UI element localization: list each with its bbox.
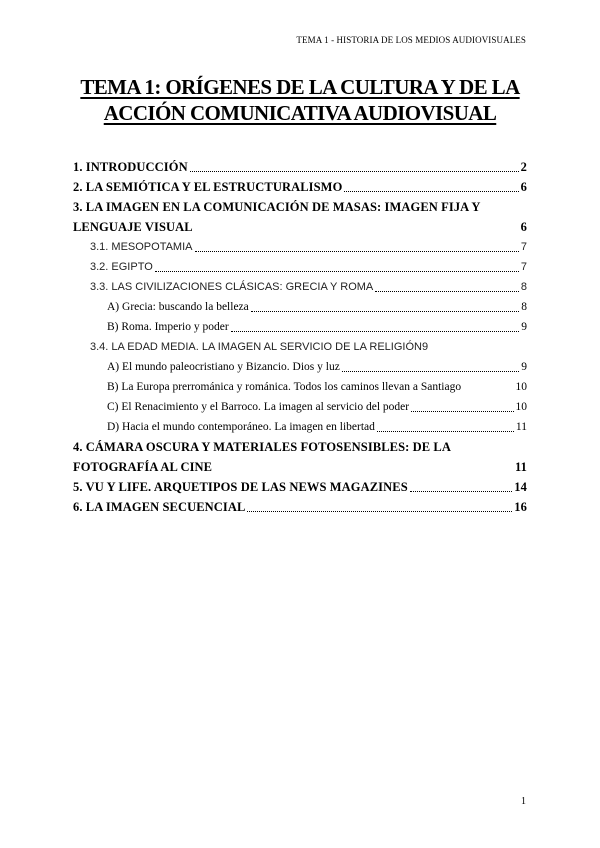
toc-page-number: 2 [520, 160, 527, 174]
toc-page-number: 7 [520, 261, 527, 273]
toc-entry-prerromanica[interactable]: B) La Europa prerrománica y románica. Todos los caminos llevan a Santiago 10 [73, 377, 527, 397]
toc-page-number: 11 [515, 421, 527, 433]
toc-page-number: 8 [521, 301, 527, 313]
toc-page-number: 8 [520, 281, 527, 293]
dot-leader [410, 491, 513, 492]
toc-entry-semiotica[interactable]: 2. LA SEMIÓTICA Y EL ESTRUCTURALISMO 6 [73, 177, 527, 197]
dot-leader [377, 431, 514, 432]
toc-page-number: 9 [421, 341, 429, 353]
dot-leader [251, 311, 519, 312]
toc-page-number: 7 [520, 241, 527, 253]
toc-entry-contemporaneo[interactable]: D) Hacia el mundo contemporáneo. La imagen en libertad 11 [73, 417, 527, 437]
dot-leader [190, 171, 519, 172]
dot-leader [375, 291, 519, 292]
toc-entry-roma[interactable]: B) Roma. Imperio y poder 9 [73, 317, 527, 337]
dot-leader [411, 411, 513, 412]
page-number: 1 [521, 796, 526, 807]
title-line-2: ACCIÓN COMUNICATIVA AUDIOVISUAL [103, 101, 497, 125]
toc-entry-grecia[interactable]: A) Grecia: buscando la belleza 8 [73, 297, 527, 317]
toc-entry-camara-oscura[interactable]: 4. CÁMARA OSCURA Y MATERIALES FOTOSENSIBLES: DE LA FOTOGRAFÍA AL CINE 11 [73, 437, 527, 477]
toc-entry-renacimiento[interactable]: C) El Renacimiento y el Barroco. La imagen al servicio del poder 10 [73, 397, 527, 417]
toc-page-number: 16 [514, 500, 527, 514]
toc-entry-mesopotamia[interactable]: 3.1. MESOPOTAMIA 7 [73, 237, 527, 257]
toc-page-number: 10 [515, 401, 527, 413]
toc-page-number: 9 [521, 361, 527, 373]
dot-leader [247, 511, 512, 512]
toc-entry-vu-y-life[interactable]: 5. VU Y LIFE. ARQUETIPOS DE LAS NEWS MAGAZINES 14 [73, 477, 527, 497]
toc-entry-egipto[interactable]: 3.2. EGIPTO 7 [73, 257, 527, 277]
toc-page-number: 14 [514, 480, 527, 494]
title-line-1: TEMA 1: ORÍGENES DE LA CULTURA Y DE LA [80, 75, 520, 99]
toc-page-number: 10 [515, 381, 527, 393]
toc-page-number: 6 [520, 220, 527, 234]
toc-page-number: 6 [520, 180, 527, 194]
dot-leader [231, 331, 520, 332]
dot-leader [342, 371, 519, 372]
running-header: TEMA 1 - HISTORIA DE LOS MEDIOS AUDIOVISUALES [296, 35, 526, 45]
table-of-contents [73, 157, 527, 517]
toc-page-number: 9 [521, 321, 527, 333]
toc-page-number: 11 [514, 460, 527, 474]
toc-entry-edad-media[interactable]: 3.4. LA EDAD MEDIA. LA IMAGEN AL SERVICIO DE LA RELIGIÓN 9 [73, 337, 527, 357]
toc-entry-civilizaciones-clasicas[interactable]: 3.3. LAS CIVILIZACIONES CLÁSICAS: GRECIA Y ROMA 8 [73, 277, 527, 297]
dot-leader [344, 191, 518, 192]
dot-leader [155, 271, 519, 272]
document-title [40, 74, 560, 126]
toc-entry-introduccion[interactable]: 1. INTRODUCCIÓN 2 [73, 157, 527, 177]
toc-entry-imagen-secuencial[interactable]: 6. LA IMAGEN SECUENCIAL 16 [73, 497, 527, 517]
toc-entry-imagen-comunicacion-masas[interactable]: 3. LA IMAGEN EN LA COMUNICACIÓN DE MASAS: IMAGEN FIJA Y LENGUAJE VISUAL 6 [73, 197, 527, 237]
dot-leader [195, 251, 519, 252]
toc-entry-paleocristiano[interactable]: A) El mundo paleocristiano y Bizancio. Dios y luz 9 [73, 357, 527, 377]
